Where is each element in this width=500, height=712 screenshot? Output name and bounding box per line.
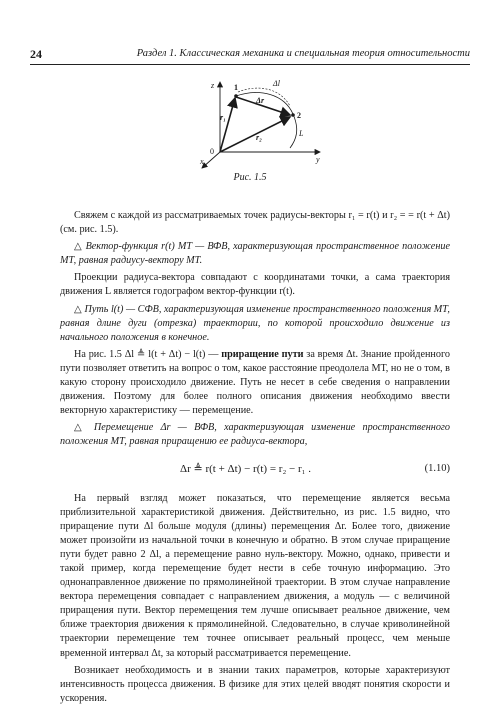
header-rule — [30, 64, 470, 65]
r2-vector — [220, 117, 290, 152]
y-label: y — [316, 155, 320, 164]
body-text — [60, 209, 450, 709]
paragraph-8: Возникает необходимость и в знании таких параметров, которые характеризуют интенсивность процесса движения. В физике для этих целей вводят понятия скорости и ускорения. — [60, 664, 450, 704]
point2-label: 2 — [297, 111, 301, 120]
r2-label: r₂ — [256, 133, 262, 142]
dl-label: Δl — [273, 79, 280, 88]
paragraph-1: Свяжем с каждой из рассматриваемых точек радиусы-векторы r₁ = r(t) и r₂ = = r(t + Δt) (см. рис. 1.5). — [60, 210, 450, 236]
paragraph-3: Проекции радиуса-вектора совпадают с координатами точки, а сама траектория движения L является годографом вектор-функции r(t). — [60, 272, 450, 298]
paragraph-2: △ Вектор-функция r(t) МТ — ВФВ, характеризующая пространственное положение МТ, равная радиусу-вектору МТ. — [60, 241, 450, 267]
running-title: Раздел 1. Классическая механика и специальная теория относительности — [136, 48, 470, 59]
paragraph-7: На первый взгляд может показаться, что перемещение является весьма приблизительной характеристикой движения. Действительно, из рис. 1.5 видно, что приращение пути Δl больше модуля (длины) перемещения Δr. Более того, движение может произойти из начальной точки в конечную и обратно. В этом случае приращение пути будет равно 2 Δl, а перемещение равно нуль-вектору. Можно, однако, привести и такой пример, когда перемещение будет нести в себе точную информацию. Это однонаправленное движение по прямолинейной траектории. В этом случае направление вектора перемещения совпадает с направлением движения, а модуль — с величиной приращения пути. Вектор перемещения тем лучше описывает реальное движение, чем ближе траектория движения к прямолинейной. Следовательно, в случае криволинейной траектории перемещение тем точнее описывает реальный процесс, чем меньше временной интервал Δt, за который рассматривается перемещение. — [60, 492, 450, 659]
r1-label: r₁ — [220, 113, 226, 122]
equation-number: (1.10) — [424, 462, 450, 474]
dr-label: Δr — [256, 96, 265, 105]
z-label: z — [211, 81, 215, 90]
paragraph-5: На рис. 1.5 Δl ≜ l(t + Δt) − l(t) — приращение пути за время Δt. Знание пройденного пути позволяет ответить на вопрос о том, какое расстояние преодолела МТ, но не о том, в какую сторону происходило движение. Путь не несет в себе сведения о направлении движения. Поэтому для более полного описания движения необходимо ввести векторную характеристику — перемещение. — [60, 348, 450, 417]
term-path-increment: приращение пути — [221, 348, 304, 360]
point1-label: 1 — [234, 83, 238, 92]
definition-path: Путь l(t) — СФВ, характеризующая изменение пространственного положения МТ, равная длине дуги (отрезка) траектории, по которой происходило движение из начального положения в конечное. — [60, 303, 450, 343]
equation-formula: Δr ≜ r(t + Δt) − r(t) = r₂ − r₁ . — [180, 462, 311, 475]
definition-position: Вектор-функция r(t) МТ — ВФВ, характеризующая пространственное положение МТ, равная радиусу-вектору МТ. — [60, 241, 450, 267]
x-label: x — [200, 157, 204, 166]
origin-label: 0 — [210, 147, 214, 156]
page-number: 24 — [30, 47, 42, 61]
paragraph-4: △ Путь l(t) — СФВ, характеризующая изменение пространственного положения МТ, равная длине дуги (отрезка) траектории, по которой происходило движение из начального положения в конечное. — [60, 303, 450, 343]
r1-vector — [220, 98, 235, 152]
L-label: L — [299, 129, 304, 138]
figure-caption: Рис. 1.5 — [233, 172, 267, 183]
figure-1-5 — [198, 78, 338, 170]
definition-displacement: Перемещение Δr — ВФВ, характеризующая изменение пространственного положения МТ, равная приращению ее радиуса-вектора, — [60, 422, 450, 448]
paragraph-6: △ Перемещение Δr — ВФВ, характеризующая изменение пространственного положения МТ, равная приращению ее радиуса-вектора, — [60, 422, 450, 448]
equation-1-10 — [60, 456, 450, 484]
